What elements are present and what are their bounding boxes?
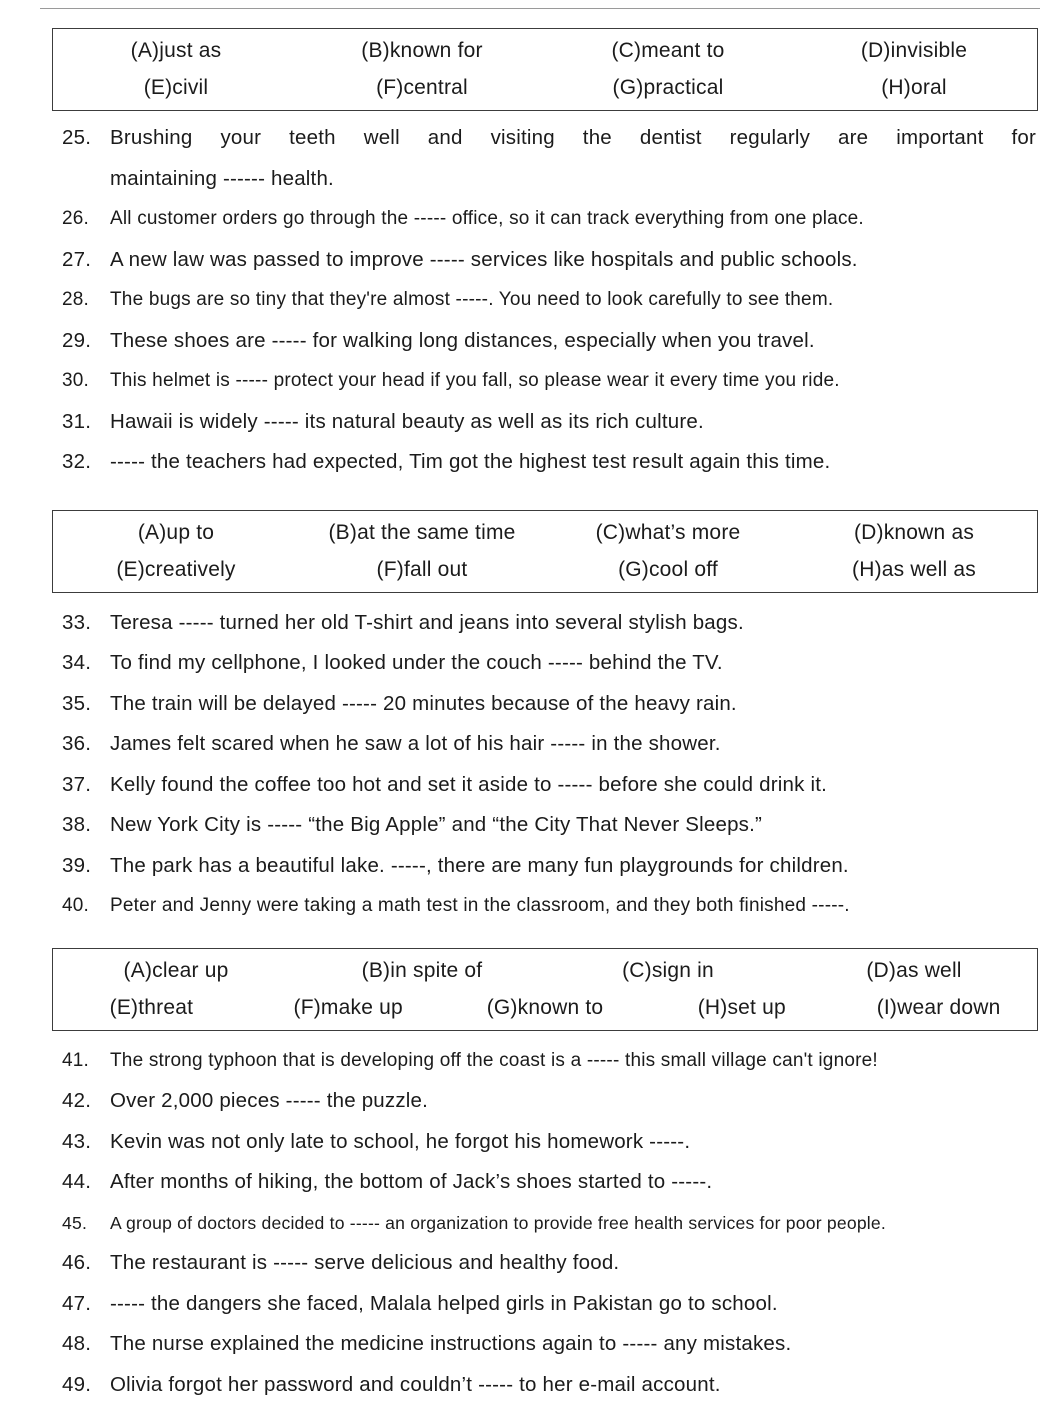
- word-bank-option: (F)central: [376, 76, 468, 99]
- word-bank-option: (A)just as: [130, 39, 222, 62]
- question-list-2: [0, 603, 1056, 927]
- word-bank-option: (A)up to: [137, 520, 215, 544]
- question-number: 42.: [62, 1089, 92, 1112]
- question-item: [0, 1162, 1056, 1203]
- question-text: [110, 442, 1040, 483]
- question-line: To find my cellphone, I looked under the couch ----- behind the TV.: [110, 651, 723, 674]
- question-line: Over 2,000 pieces ----- the puzzle.: [110, 1089, 429, 1112]
- question-text: [110, 280, 1040, 321]
- question-line: maintaining ------ health.: [110, 166, 334, 190]
- question-text: [110, 1324, 1040, 1365]
- question-item: [0, 1122, 1056, 1163]
- question-line: A new law was passed to improve ----- services like hospitals and public schools.: [110, 247, 858, 271]
- question-text: [110, 805, 1040, 846]
- word-bank-row: [53, 69, 1037, 106]
- word-bank-row: [53, 32, 1037, 69]
- question-item: [0, 643, 1056, 684]
- question-line: Teresa ----- turned her old T-shirt and jeans into several stylish bags.: [110, 610, 744, 634]
- word-bank-option: (C)sign in: [622, 958, 714, 982]
- question-item: [0, 240, 1056, 281]
- question-line: The restaurant is ----- serve delicious and healthy food.: [110, 1251, 620, 1274]
- question-line: After months of hiking, the bottom of Jack’s shoes started to -----.: [110, 1170, 713, 1193]
- question-number: 28.: [62, 289, 90, 310]
- question-list-1: [0, 118, 1056, 483]
- question-text: [110, 240, 1040, 281]
- question-text: [110, 846, 1040, 887]
- question-line: All customer orders go through the ----- office, so it can track everything from one place.: [110, 208, 864, 229]
- question-number: 30.: [62, 370, 90, 391]
- question-item: [0, 280, 1056, 321]
- question-item: [0, 321, 1056, 362]
- question-line: Kelly found the coffee too hot and set it aside to ----- before she could drink it.: [110, 772, 828, 796]
- word-bank-option: (I)wear down: [876, 995, 1001, 1019]
- question-item: [0, 199, 1056, 240]
- question-text: [110, 402, 1040, 443]
- question-line: A group of doctors decided to ----- an organization to provide free health services for poor people.: [110, 1212, 886, 1233]
- word-bank-option: (E)civil: [143, 76, 209, 99]
- word-bank-option: (D)as well: [866, 958, 962, 982]
- question-number: 40.: [62, 895, 90, 916]
- question-number: 41.: [62, 1049, 90, 1071]
- word-bank-row: [53, 514, 1037, 551]
- question-item: [0, 846, 1056, 887]
- question-line: The park has a beautiful lake. -----, there are many fun playgrounds for children.: [110, 853, 849, 877]
- word-bank-option: (B)in spite of: [361, 958, 483, 982]
- question-number: 48.: [62, 1332, 92, 1355]
- question-number: 47.: [62, 1291, 92, 1315]
- question-number: 39.: [62, 853, 92, 877]
- question-item: [0, 805, 1056, 846]
- question-line: Brushing your teeth well and visiting the dentist regularly are important for: [110, 126, 1036, 149]
- word-bank-option: (C)meant to: [611, 39, 725, 62]
- word-bank-option: (G)known to: [486, 995, 604, 1019]
- top-divider-line: [40, 8, 1040, 9]
- question-item: [0, 886, 1056, 927]
- question-number: 43.: [62, 1129, 92, 1153]
- question-list-3: [0, 1041, 1056, 1406]
- question-item: [0, 402, 1056, 443]
- question-text: [110, 724, 1040, 765]
- question-line: The nurse explained the medicine instructions again to ----- any mistakes.: [110, 1332, 792, 1355]
- question-item: [0, 1243, 1056, 1284]
- word-bank-option: (E)threat: [109, 995, 194, 1019]
- word-bank-row: [53, 989, 1037, 1026]
- word-bank-option: (A)clear up: [123, 958, 229, 982]
- question-text: [110, 1284, 1040, 1325]
- question-text: [110, 1203, 1040, 1244]
- word-bank-1: [52, 28, 1038, 111]
- question-item: [0, 724, 1056, 765]
- question-number: 25.: [62, 126, 92, 149]
- question-text: [110, 886, 1040, 927]
- question-number: 32.: [62, 450, 92, 473]
- question-item: [0, 118, 1056, 199]
- question-item: [0, 1284, 1056, 1325]
- question-text: [110, 361, 1040, 402]
- question-text: [110, 321, 1040, 362]
- question-number: 44.: [62, 1170, 92, 1193]
- question-number: 34.: [62, 651, 92, 674]
- question-number: 26.: [62, 208, 90, 229]
- question-line: New York City is ----- “the Big Apple” and “the City That Never Sleeps.”: [110, 813, 763, 836]
- word-bank-row: [53, 952, 1037, 989]
- question-text: [110, 603, 1040, 644]
- question-text: [110, 199, 1040, 240]
- question-text: [110, 684, 1040, 725]
- question-text: [110, 1081, 1040, 1122]
- question-item: [0, 1203, 1056, 1244]
- question-line: Peter and Jenny were taking a math test in the classroom, and they both finished -----.: [110, 895, 850, 916]
- question-line: Kevin was not only late to school, he forgot his homework -----.: [110, 1129, 691, 1153]
- question-item: [0, 442, 1056, 483]
- question-item: [0, 361, 1056, 402]
- question-number: 33.: [62, 610, 92, 634]
- question-line: The train will be delayed ----- 20 minutes because of the heavy rain.: [110, 691, 737, 715]
- question-number: 49.: [62, 1372, 92, 1396]
- question-number: 31.: [62, 409, 92, 433]
- word-bank-option: (H)set up: [697, 995, 786, 1019]
- question-item: [0, 684, 1056, 725]
- question-number: 37.: [62, 772, 92, 796]
- question-line: Hawaii is widely ----- its natural beauty as well as its rich culture.: [110, 409, 704, 433]
- question-item: [0, 1365, 1056, 1406]
- word-bank-option: (C)what’s more: [595, 520, 741, 544]
- question-line: Olivia forgot her password and couldn’t ----- to her e-mail account.: [110, 1372, 721, 1396]
- word-bank-3: [52, 948, 1038, 1031]
- question-line: The bugs are so tiny that they're almost -----. You need to look carefully to see them.: [110, 289, 834, 310]
- question-number: 46.: [62, 1251, 92, 1274]
- question-text: [110, 1243, 1040, 1284]
- question-item: [0, 1324, 1056, 1365]
- question-line: ----- the dangers she faced, Malala helped girls in Pakistan go to school.: [110, 1291, 778, 1315]
- word-bank-option: (F)fall out: [376, 557, 468, 581]
- question-line: James felt scared when he saw a lot of his hair ----- in the shower.: [110, 732, 721, 755]
- question-line: The strong typhoon that is developing off the coast is a ----- this small village can't ignore!: [110, 1049, 878, 1071]
- question-text: [110, 1162, 1040, 1203]
- question-number: 29.: [62, 328, 92, 352]
- question-line: This helmet is ----- protect your head if you fall, so please wear it every time you ride.: [110, 370, 840, 391]
- question-item: [0, 1081, 1056, 1122]
- word-bank-option: (B)known for: [361, 39, 483, 62]
- word-bank-option: (H)oral: [881, 76, 947, 99]
- question-number: 45.: [62, 1212, 88, 1233]
- word-bank-option: (H)as well as: [852, 557, 976, 581]
- word-bank-option: (G)cool off: [618, 557, 718, 581]
- question-text: [110, 1041, 1040, 1082]
- word-bank-option: (G)practical: [612, 76, 724, 99]
- question-item: [0, 765, 1056, 806]
- word-bank-2: [52, 510, 1038, 593]
- question-line: ----- the teachers had expected, Tim got the highest test result again this time.: [110, 450, 831, 473]
- question-number: 35.: [62, 691, 92, 715]
- question-number: 27.: [62, 247, 92, 271]
- question-number: 38.: [62, 813, 92, 836]
- word-bank-option: (D)invisible: [860, 39, 968, 62]
- question-text: [110, 118, 1040, 199]
- word-bank-option: (D)known as: [853, 520, 975, 544]
- question-text: [110, 1365, 1040, 1406]
- question-text: [110, 765, 1040, 806]
- question-item: [0, 1041, 1056, 1082]
- word-bank-option: (E)creatively: [116, 557, 236, 581]
- question-item: [0, 603, 1056, 644]
- word-bank-option: (F)make up: [293, 995, 403, 1019]
- question-line: These shoes are ----- for walking long distances, especially when you travel.: [110, 328, 815, 352]
- word-bank-row: [53, 551, 1037, 588]
- question-number: 36.: [62, 732, 92, 755]
- question-text: [110, 643, 1040, 684]
- word-bank-option: (B)at the same time: [328, 520, 516, 544]
- question-text: [110, 1122, 1040, 1163]
